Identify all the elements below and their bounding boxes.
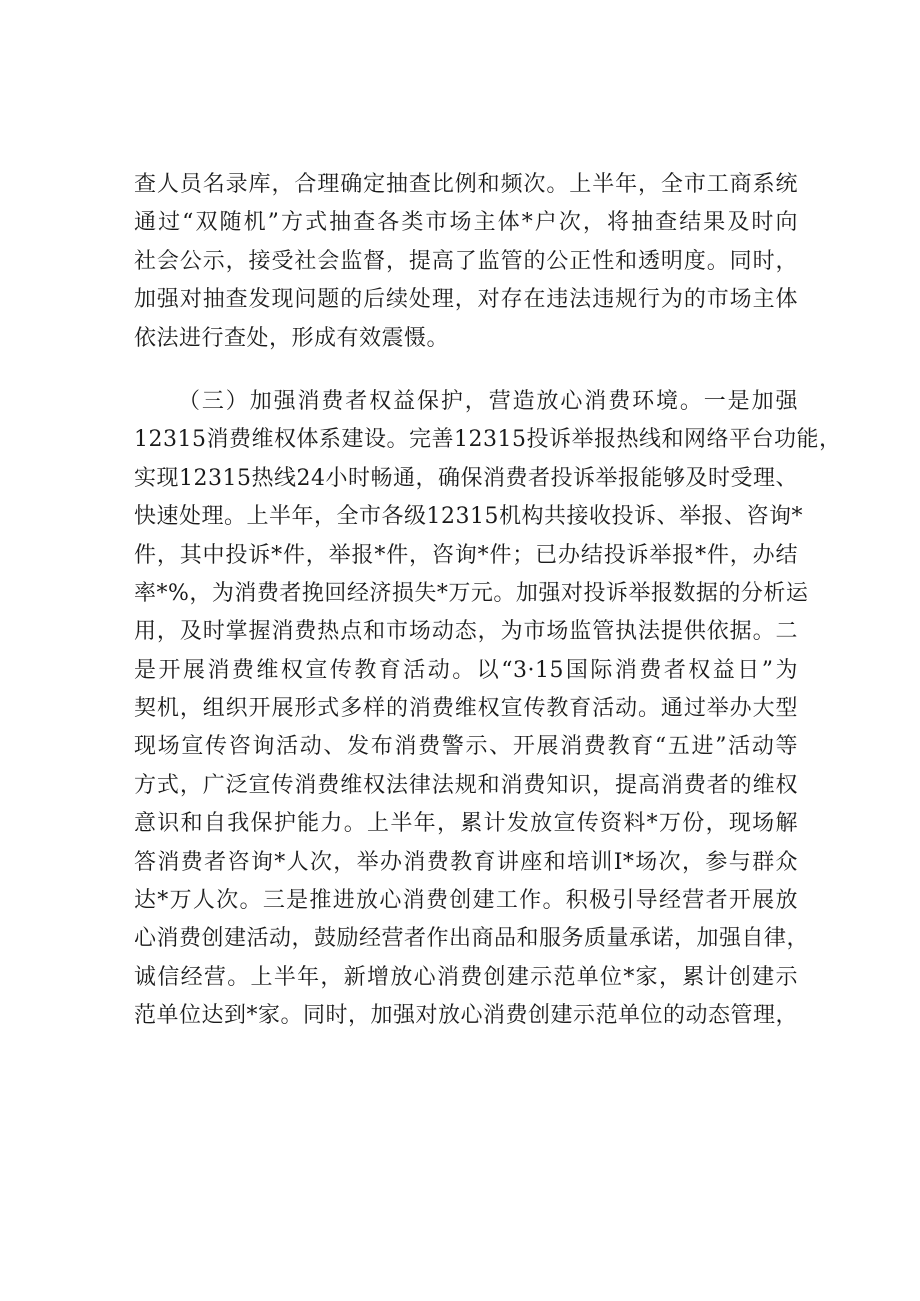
text-line: 是开展消费维权宣传教育活动。以“3·15国际消费者权益日”为: [134, 657, 798, 683]
text-line: 查人员名录库，合理确定抽查比例和频次。上半年，全市工商系统: [134, 172, 798, 197]
text-line: 意识和自我保护能力。上半年，累计发放宣传资料*万份，现场解: [134, 811, 798, 837]
text-line: 率*%，为消费者挽回经济损失*万元。加强对投诉举报数据的分析运: [134, 580, 809, 606]
text-line: 通过“双随机”方式抽查各类市场主体*户次，将抽查结果及时向: [134, 210, 798, 236]
text-line: 快速处理。上半年，全市各级12315机构共接收投诉、举报、咨询*: [134, 504, 803, 530]
text-line: 范单位达到*家。同时，加强对放心消费创建示范单位的动态管理，: [134, 1003, 799, 1029]
text-line: （三）加强消费者权益保护，营造放心消费环境。一是加强: [178, 388, 798, 414]
body-text: [134, 166, 842, 1036]
text-line: 答消费者咨询*人次，举办消费教育讲座和培训I*场次，参与群众: [134, 849, 798, 875]
paragraph-spacer: [134, 358, 798, 383]
text-line: 心消费创建活动，鼓励经营者作出商品和服务质量承诺，加强自律，: [134, 926, 810, 952]
text-line: 加强对抽查发现问题的后续处理，对存在违法违规行为的市场主体: [134, 287, 798, 313]
paragraph-2: [134, 383, 842, 1036]
text-line: 方式，广泛宣传消费维权法律法规和消费知识，提高消费者的维权: [134, 772, 798, 798]
text-line: 依法进行查处，形成有效震慑。: [134, 325, 450, 351]
text-line: 现场宣传咨询活动、发布消费警示、开展消费教育“五进”活动等: [134, 734, 798, 760]
text-line: 达*万人次。三是推进放心消费创建工作。积极引导经营者开展放: [134, 888, 798, 914]
text-line: 件，其中投诉*件，举报*件，咨询*件；已办结投诉举报*件，办结: [134, 542, 798, 568]
text-line: 诚信经营。上半年，新增放心消费创建示范单位*家，累计创建示: [134, 964, 798, 990]
text-line: 实现12315热线24小时畅通，确保消费者投诉举报能够及时受理、: [134, 465, 798, 491]
text-line: 契机，组织开展形式多样的消费维权宣传教育活动。通过举办大型: [134, 696, 798, 722]
text-line: 社会公示，接受社会监督，提高了监管的公正性和透明度。同时，: [134, 248, 798, 274]
paragraph-1: [134, 166, 798, 358]
text-line: 用，及时掌握消费热点和市场动态，为市场监管执法提供依据。二: [134, 619, 798, 645]
text-line: 12315消费维权体系建设。完善12315投诉举报热线和网络平台功能，: [134, 427, 842, 453]
